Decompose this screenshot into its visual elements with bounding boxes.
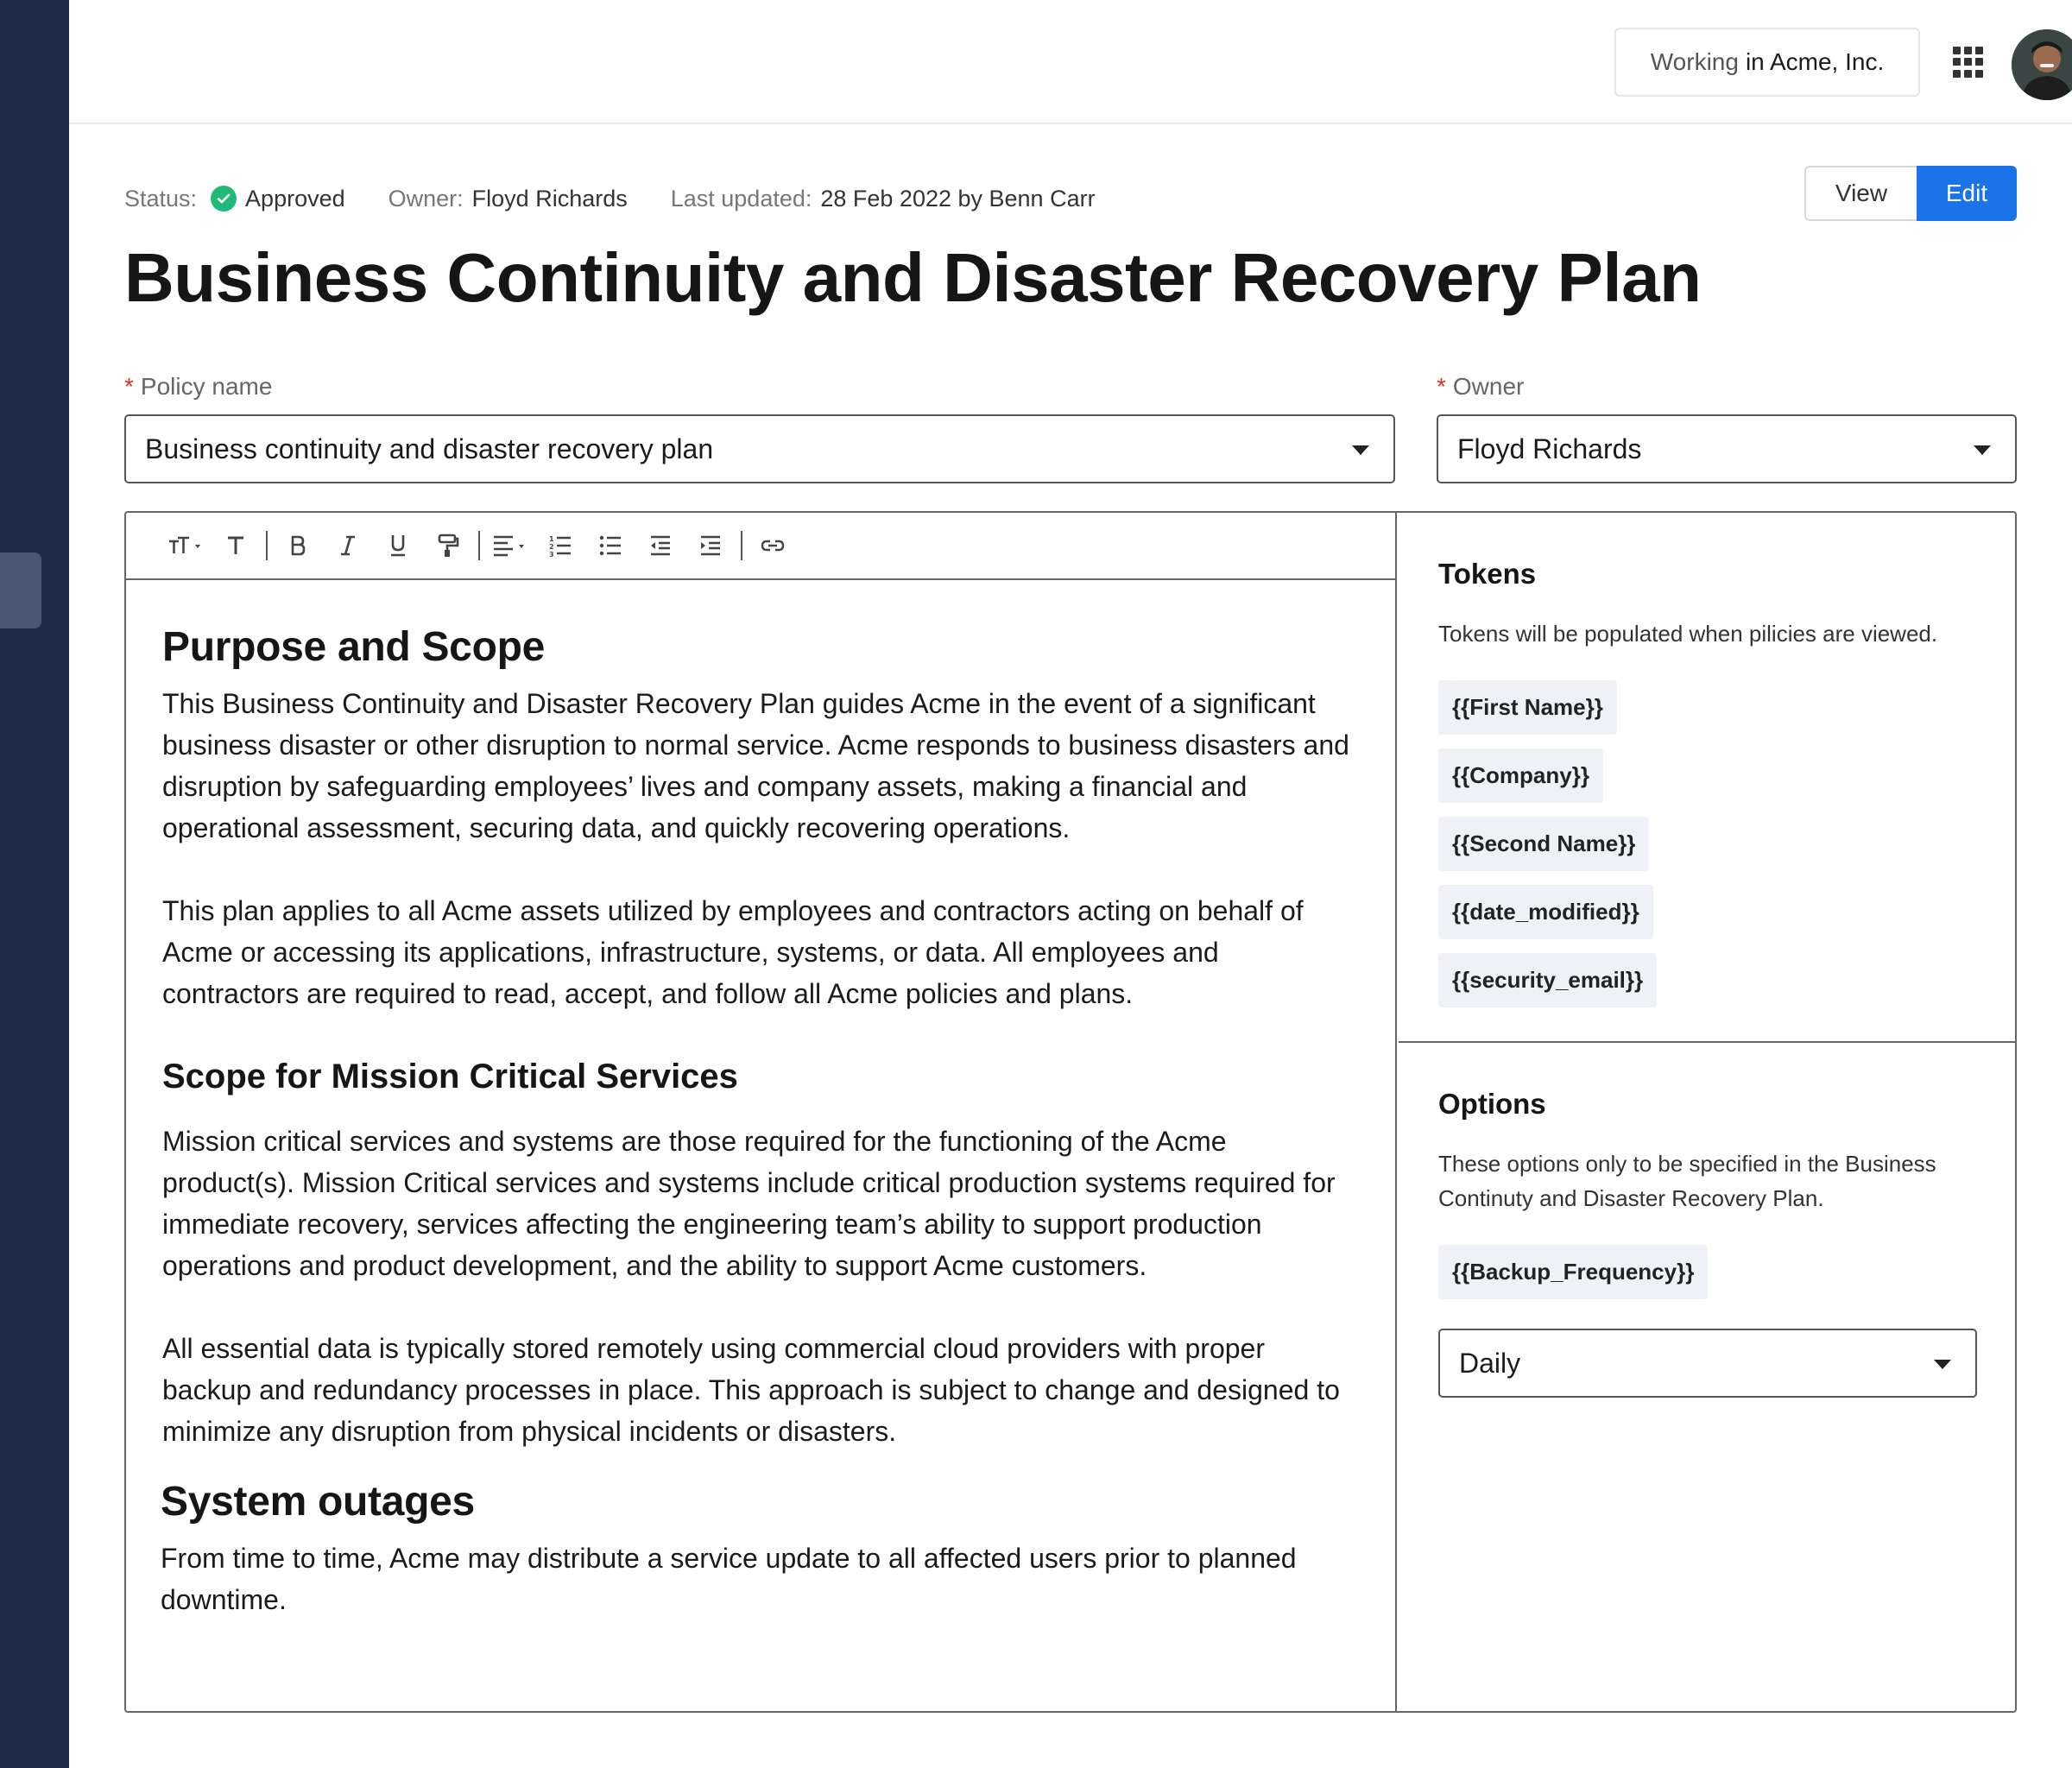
indent-icon[interactable] xyxy=(685,528,736,563)
policy-name-label: * Policy name xyxy=(124,373,273,400)
required-mark: * xyxy=(124,373,134,400)
view-edit-toggle xyxy=(1804,166,2017,221)
format-paint-icon[interactable] xyxy=(423,528,473,563)
tokens-side-panel xyxy=(1399,513,2015,1711)
required-mark: * xyxy=(1437,373,1446,400)
owner-label: * Owner xyxy=(1437,373,1525,400)
token-chip[interactable]: {{First Name}} xyxy=(1438,680,1617,735)
chevron-down-icon xyxy=(1974,445,1991,455)
options-panel xyxy=(1399,1043,2015,1398)
svg-text:2: 2 xyxy=(549,543,554,551)
last-updated-value: 28 Feb 2022 by Benn Carr xyxy=(820,185,1096,212)
owner-select[interactable] xyxy=(1437,414,2017,483)
backup-frequency-value: Daily xyxy=(1459,1347,1521,1379)
bold-icon[interactable] xyxy=(273,528,323,563)
backup-frequency-token[interactable]: {{Backup_Frequency}} xyxy=(1438,1245,1708,1299)
view-button[interactable]: View xyxy=(1804,166,1917,221)
italic-icon[interactable] xyxy=(323,528,373,563)
backup-frequency-select[interactable] xyxy=(1438,1329,1977,1398)
align-icon[interactable] xyxy=(485,528,535,563)
tokens-panel xyxy=(1399,513,2015,1021)
workspace-switcher[interactable] xyxy=(1614,28,1920,97)
token-chip[interactable]: {{Second Name}} xyxy=(1438,817,1649,871)
toolbar-divider xyxy=(478,531,480,560)
document-body[interactable] xyxy=(126,580,1395,1620)
tokens-description: Tokens will be populated when pilicies are viewed. xyxy=(1438,621,1938,647)
status-label: Status: xyxy=(124,185,198,212)
section-heading-purpose: Purpose and Scope xyxy=(162,624,546,670)
edit-button[interactable]: Edit xyxy=(1917,166,2017,221)
toolbar-divider xyxy=(741,531,742,560)
options-title: Options xyxy=(1438,1088,1546,1120)
top-bar xyxy=(69,0,2072,124)
user-avatar[interactable] xyxy=(2012,29,2072,100)
link-icon[interactable] xyxy=(748,528,798,563)
tokens-title: Tokens xyxy=(1438,558,1537,590)
svg-text:1: 1 xyxy=(549,535,554,543)
chevron-down-icon xyxy=(1934,1360,1951,1369)
toolbar-divider xyxy=(266,531,268,560)
owner-meta-value: Floyd Richards xyxy=(471,185,628,212)
underline-icon[interactable] xyxy=(373,528,423,563)
policy-name-value: Business continuity and disaster recovery plan xyxy=(145,433,714,464)
options-description: These options only to be specified in the Business Continuty and Disaster Recovery Plan. xyxy=(1438,1151,1936,1211)
left-nav-sidebar xyxy=(0,0,69,1768)
paragraph: All essential data is typically stored remotely using commercial cloud providers with proper backup and redundancy processes in place. This approach is subject to change and designed to minimize any disruption from physical incidents or disasters. xyxy=(162,1333,1340,1447)
token-chip[interactable]: {{security_email}} xyxy=(1438,953,1657,1007)
paragraph: Mission critical services and systems are those required for the functioning of the Acme product(s). Mission Critical services and systems include critical production systems required for immediate recovery, services affecting the engineering team’s ability to support production operations and product development, and the ability to support Acme customers. xyxy=(162,1126,1336,1281)
owner-meta-label: Owner: xyxy=(388,185,464,212)
paragraph: From time to time, Acme may distribute a service update to all affected users prior to planned downtime. xyxy=(161,1543,1297,1615)
policy-editor xyxy=(124,511,2017,1713)
workspace-prefix: Working xyxy=(1650,48,1739,75)
bullet-list-icon[interactable] xyxy=(585,528,635,563)
text-size-icon[interactable] xyxy=(161,528,211,563)
paragraph: This plan applies to all Acme assets utilized by employees and contractors acting on behalf of Acme or accessing its applications, infrastructure, systems, or data. All employees and contractors are required to read, accept, and follow all Acme policies and plans. xyxy=(162,895,1304,1009)
outdent-icon[interactable] xyxy=(635,528,685,563)
status-value: Approved xyxy=(245,185,345,212)
last-updated-label: Last updated: xyxy=(670,185,812,212)
policy-name-select[interactable] xyxy=(124,414,1395,483)
app-grid-icon[interactable] xyxy=(1953,47,1984,78)
page-title: Business Continuity and Disaster Recovery Plan xyxy=(124,239,1702,316)
section-heading-system-outages: System outages xyxy=(161,1479,475,1525)
section-heading-mission-critical: Scope for Mission Critical Services xyxy=(162,1058,738,1096)
token-chip[interactable]: {{Company}} xyxy=(1438,748,1603,803)
chevron-down-icon xyxy=(1352,445,1369,455)
ordered-list-icon[interactable] xyxy=(535,528,585,563)
text-style-icon[interactable] xyxy=(211,528,261,563)
owner-value: Floyd Richards xyxy=(1457,433,1642,464)
policy-meta xyxy=(124,183,1139,214)
sidebar-collapse-handle[interactable] xyxy=(0,552,41,628)
token-chip[interactable]: {{date_modified}} xyxy=(1438,885,1653,939)
svg-text:3: 3 xyxy=(549,551,554,557)
workspace-name: in Acme, Inc. xyxy=(1745,48,1885,75)
rich-text-editor xyxy=(126,513,1397,1711)
editor-toolbar xyxy=(126,513,1395,580)
check-circle-icon xyxy=(211,186,237,212)
paragraph: This Business Continuity and Disaster Recovery Plan guides Acme in the event of a significant business disaster or other disruption to normal service. Acme responds to business disasters and disruption by safeguarding employees’ lives and company assets, making a financial and operational assessment, securing data, and quickly recovering operations. xyxy=(162,688,1349,843)
